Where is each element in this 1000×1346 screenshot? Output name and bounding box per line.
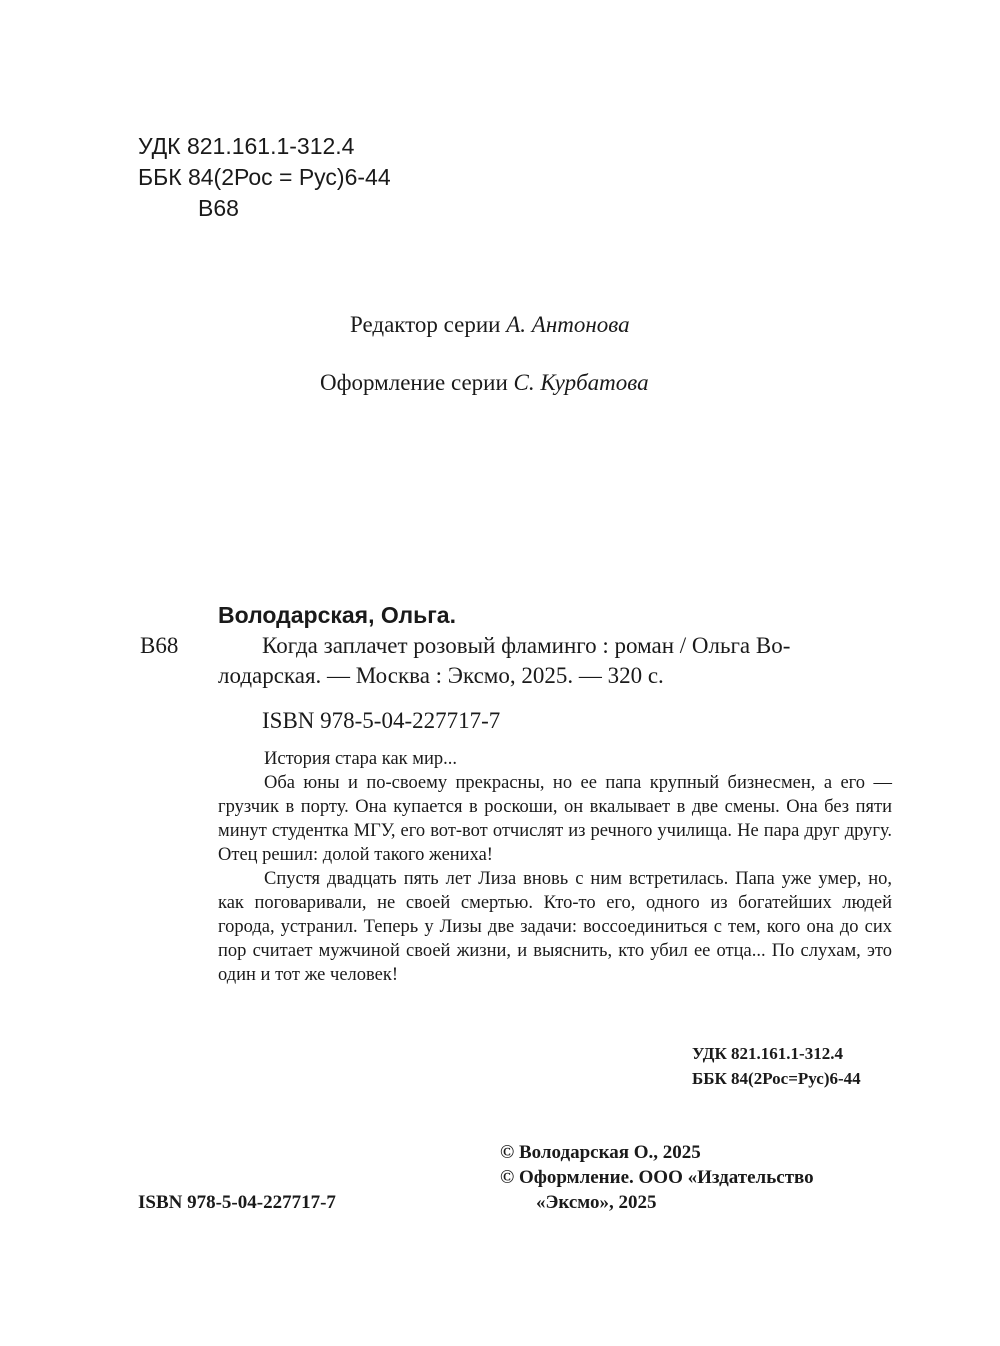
series-editor-line <box>350 312 630 338</box>
udk-small: УДК 821.161.1-312.4 <box>692 1044 843 1063</box>
annotation-paragraph: История стара как мир... <box>264 749 458 769</box>
copyright-block <box>500 1140 814 1215</box>
isbn-record: ISBN 978-5-04-227717-7 <box>262 708 501 733</box>
bibliographic-description-line1: Когда заплачет розовый фламинго : роман / Ольга Во- <box>262 633 791 658</box>
bibliographic-description-line2: лодарская. — Москва : Эксмо, 2025. — 320 с. <box>218 663 664 688</box>
series-design-line <box>320 370 649 396</box>
copyright-author: © Володарская О., 2025 <box>500 1142 701 1163</box>
author-code-top: В68 <box>198 195 239 221</box>
series-design-label: Оформление серии <box>320 370 508 395</box>
copyright-design-cont: «Эксмо», 2025 <box>536 1192 657 1213</box>
copyright-design: © Оформление. ООО «Издательство <box>500 1167 814 1188</box>
author-code: В68 <box>140 633 179 658</box>
isbn-bottom: ISBN 978-5-04-227717-7 <box>138 1192 336 1213</box>
annotation-paragraph: Оба юны и по-своему прекрасны, но ее папа крупный бизнесмен, а его — грузчик в порту. Она купается в роскоши, он вкалывает в две смены. Она без пяти минут студентка МГУ, его вот-вот отчислят из речного училища. Не пара друг другу. Отец решил: долой такого жениха! <box>218 773 892 865</box>
annotation-paragraph: Спустя двадцать пять лет Лиза вновь с ним встретилась. Папа уже умер, но, как поговаривали, не своей смертью. Кто-то его, одного из богатейших людей города, устранил. Теперь у Лизы две задачи: воссоединиться с тем, кого она до сих пор считает мужчиной своей жизни, и выяснить, кто убил ее отца... По слухам, это один и тот же человек! <box>218 869 892 985</box>
series-design-name: С. Курбатова <box>513 370 649 395</box>
author-heading: Володарская, Ольга. <box>218 602 456 628</box>
udk-top: УДК 821.161.1-312.4 <box>138 133 355 159</box>
bbk-top: ББК 84(2Рос = Рус)6-44 <box>138 164 391 190</box>
series-editor-label: Редактор серии <box>350 312 501 337</box>
bbk-small: ББК 84(2Рос=Рус)6-44 <box>692 1069 861 1088</box>
series-editor-name: А. Антонова <box>506 312 630 337</box>
annotation <box>218 747 892 987</box>
